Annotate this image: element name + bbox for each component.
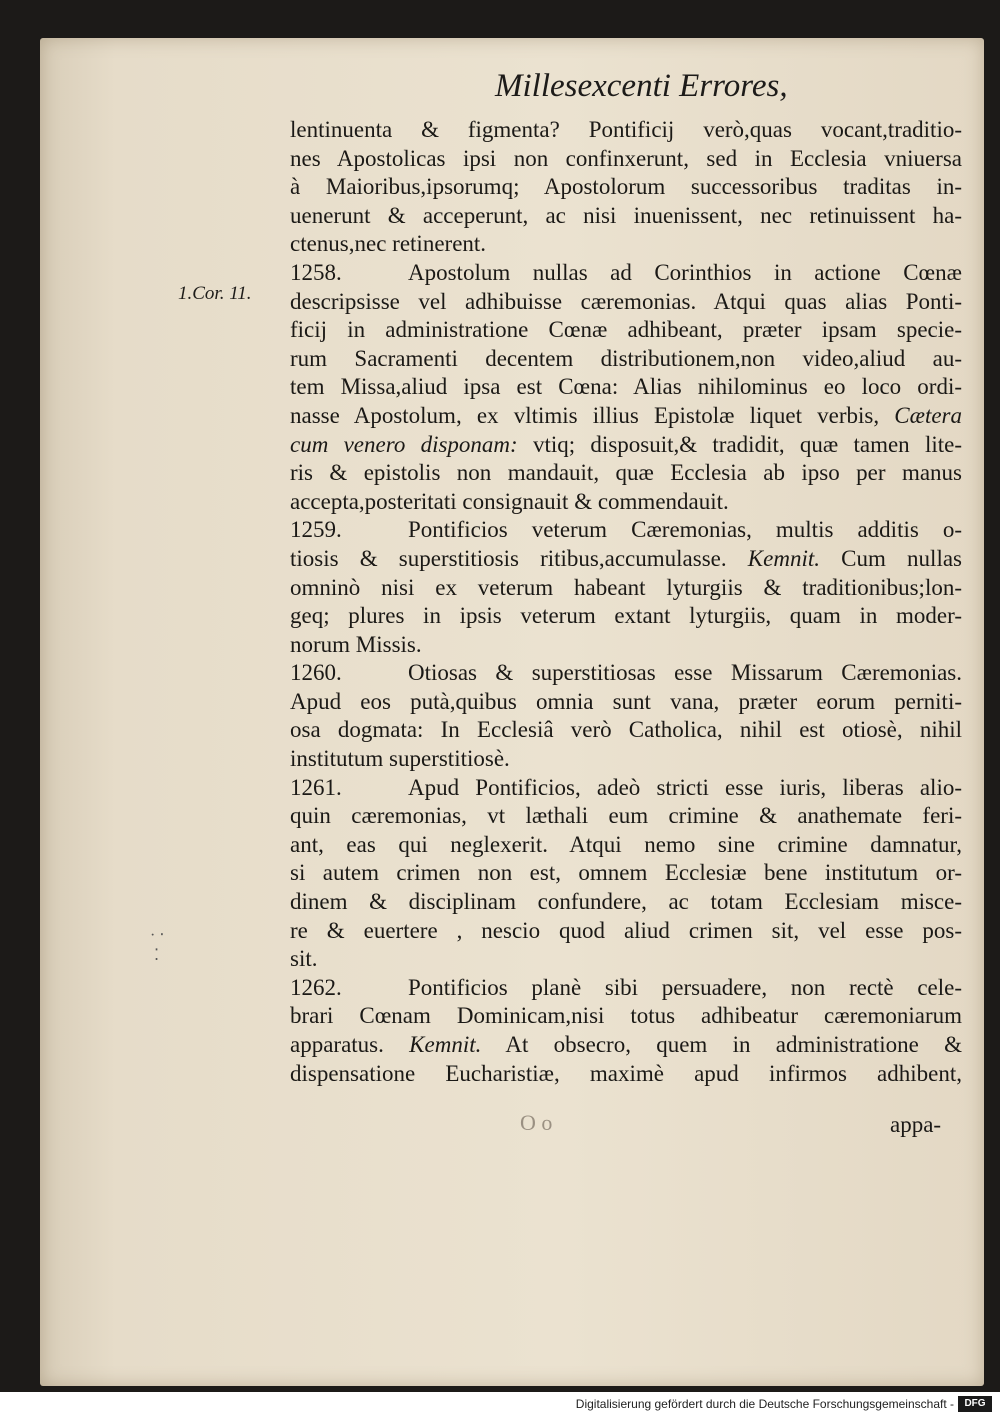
- text-line: [290, 488, 962, 517]
- line-text: geq; plures in ipsis veterum extant lyturgiis, quam in moder-: [290, 603, 962, 629]
- text-line: [290, 402, 962, 431]
- line-text: Pontificios veterum Cæremonias, multis additis o-: [408, 517, 962, 543]
- line-text: apparatus.: [290, 1032, 384, 1057]
- line-text: nes Apostolicas ipsi non confinxerunt, sed in Ecclesia vniuersa: [290, 145, 962, 171]
- line-text: descripsisse vel adhibuisse cæremonias. Atqui quas alias Ponti-: [290, 288, 962, 314]
- line-text: Apostolum nullas ad Corinthios in actione Cœnæ: [408, 259, 962, 285]
- digitization-footer: [0, 1392, 1000, 1418]
- line-text: lentinuenta & figmenta? Pontificij verò,quas vocant,traditio-: [290, 117, 962, 142]
- line-text: tiosis & superstitiosis ritibus,accumulasse.: [290, 545, 727, 571]
- line-text: At obsecro, quem in administratione &: [505, 1032, 963, 1057]
- text-line: [290, 116, 962, 145]
- text-line: [290, 1060, 962, 1089]
- body-text: [290, 116, 962, 1088]
- line-text: rum Sacramenti decentem distributionem,non video,aliud au-: [290, 345, 962, 371]
- line-text: Pontificios planè sibi persuadere, non rectè cele-: [408, 974, 962, 1000]
- text-line: [290, 631, 962, 660]
- footer-credit: Digitalisierung gefördert durch die Deutsche Forschungsgemeinschaft -: [575, 1397, 954, 1411]
- paragraph-start-line: [290, 516, 962, 545]
- text-line: [290, 230, 962, 259]
- text-line: [290, 1002, 962, 1031]
- line-text: norum Missis.: [290, 631, 422, 657]
- text-line: [290, 345, 962, 374]
- italic-text: Kemnit.: [409, 1032, 482, 1057]
- text-line: [290, 173, 962, 202]
- paragraph-start-line: [290, 659, 962, 688]
- text-line: [290, 917, 962, 946]
- line-text: si autem crimen non est, omnem Ecclesiæ bene institutum or-: [290, 860, 962, 886]
- line-text: tem Missa,aliud ipsa est Cœna: Alias nihilominus eo loco ordi-: [290, 374, 962, 400]
- italic-text: Cætera: [894, 402, 963, 428]
- paragraph-number: 1258.: [290, 259, 342, 285]
- line-text: quin cæremonias, vt læthali eum crimine & anathemate feri-: [290, 803, 962, 829]
- signature-mark: O o: [520, 1110, 553, 1135]
- ink-specks: · ‧ ⁚: [150, 927, 165, 964]
- line-text: brari Cœnam Dominicam,nisi totus adhibeatur cæremoniarum: [290, 1003, 962, 1029]
- text-line: [290, 888, 962, 917]
- paragraph-start-line: [290, 259, 962, 288]
- text-line: [290, 288, 962, 317]
- paragraph-number: 1261.: [290, 774, 342, 800]
- italic-text: cum venero disponam:: [290, 431, 518, 457]
- line-text: ant, eas qui neglexerit. Atqui nemo sine crimine damnatur,: [290, 831, 962, 857]
- paragraph-start-line: [290, 974, 962, 1003]
- text-line: [290, 545, 962, 574]
- line-text: Apud Pontificios, adeò stricti esse iuris, liberas alio-: [408, 774, 962, 800]
- text-line: [290, 145, 962, 174]
- line-text: institutum superstitiosè.: [290, 746, 510, 772]
- paragraph-start-line: [290, 774, 962, 803]
- line-text: accepta,posteritati consignauit & commendauit.: [290, 488, 729, 514]
- line-text: re & euertere , nescio quod aliud crimen sit, vel esse pos-: [290, 917, 962, 943]
- line-text: omninò nisi ex veterum habeant lyturgiis & traditionibus;lon-: [290, 574, 962, 600]
- line-text: ctenus,nec retinerent.: [290, 231, 487, 257]
- line-text: uenerunt & acceperunt, ac nisi inuenissent, nec retinuissent ha-: [290, 202, 962, 228]
- text-line: [290, 574, 962, 603]
- line-text: à Maioribus,ipsorumq; Apostolorum successoribus traditas in-: [290, 174, 962, 200]
- text-line: [290, 1031, 962, 1060]
- line-text: dinem & disciplinam confundere, ac totam Ecclesiam misce-: [290, 889, 962, 915]
- text-line: [290, 831, 962, 860]
- text-line: [290, 688, 962, 717]
- margin-note: 1.Cor. 11.: [178, 283, 252, 304]
- line-text: nasse Apostolum, ex vltimis illius Epistolæ liquet verbis,: [290, 402, 880, 428]
- running-head: Millesexcenti Errores,: [495, 68, 788, 104]
- line-text: Otiosas & superstitiosas esse Missarum Cæremonias.: [408, 660, 962, 686]
- line-text: dispensatione Eucharistiæ, maximè apud infirmos adhibent,: [290, 1060, 962, 1086]
- paragraph-number: 1259.: [290, 517, 342, 543]
- dfg-logo: DFG: [958, 1396, 992, 1412]
- text-line: [290, 802, 962, 831]
- text-line: [290, 945, 962, 974]
- text-line: [290, 459, 962, 488]
- catchword: appa-: [890, 1112, 942, 1137]
- text-line: [290, 431, 962, 460]
- line-text: vtiq; disposuit,& tradidit, quæ tamen lite-: [532, 431, 962, 457]
- paragraph-number: 1262.: [290, 974, 342, 1000]
- paragraph-number: 1260.: [290, 660, 342, 686]
- line-text: ris & epistolis non mandauit, quæ Ecclesia ab ipso per manus: [290, 460, 962, 486]
- text-line: [290, 202, 962, 231]
- text-line: [290, 373, 962, 402]
- text-line: [290, 859, 962, 888]
- line-text: Apud eos putà,quibus omnia sunt vana, præter eorum perniti-: [290, 688, 962, 714]
- line-text: sit.: [290, 946, 318, 972]
- line-text: osa dogmata: In Ecclesiâ verò Catholica, nihil est otiosè, nihil: [290, 717, 962, 743]
- text-line: [290, 745, 962, 774]
- line-text: Cum nullas: [841, 545, 962, 571]
- text-line: [290, 716, 962, 745]
- italic-text: Kemnit.: [747, 545, 820, 571]
- text-line: [290, 602, 962, 631]
- text-line: [290, 316, 962, 345]
- line-text: ficij in administratione Cœnæ adhibeant, præter ipsam specie-: [290, 317, 962, 343]
